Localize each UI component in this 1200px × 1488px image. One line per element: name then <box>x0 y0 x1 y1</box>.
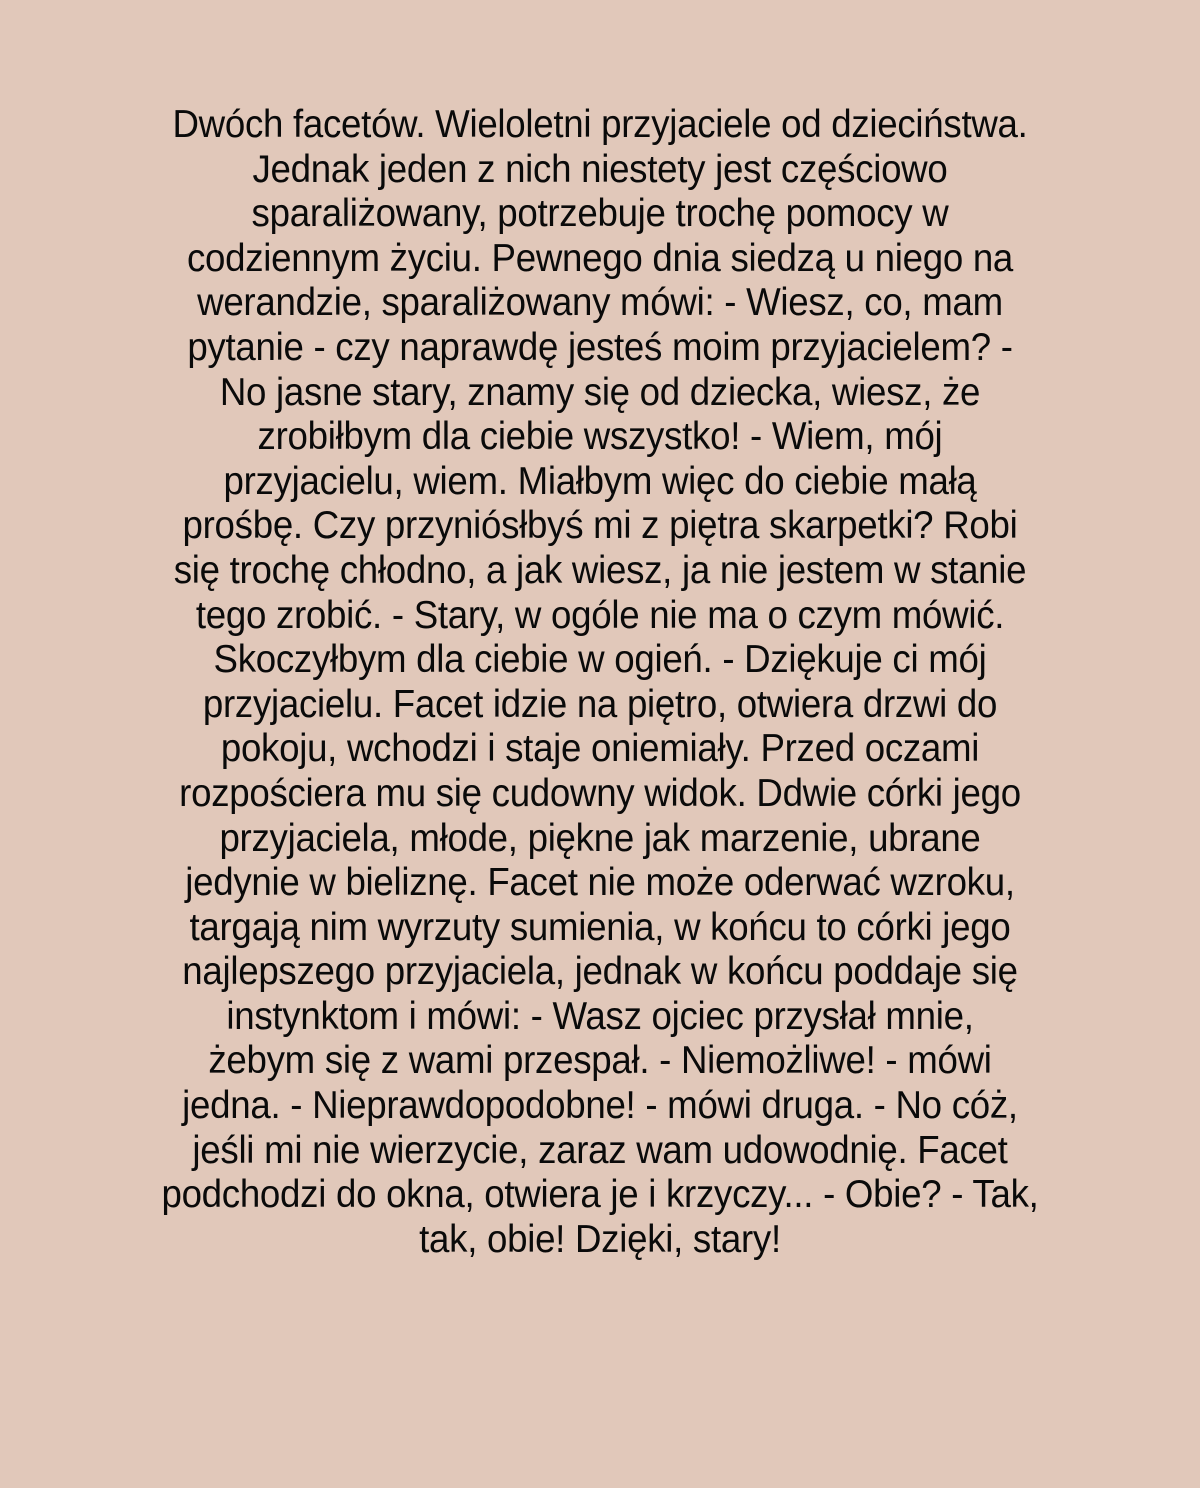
joke-line: jedna. - Nieprawdopodobne! - mówi druga. - No cóż, <box>182 1084 1018 1128</box>
joke-line: No jasne stary, znamy się od dziecka, wiesz, że <box>219 370 981 414</box>
joke-line: zrobiłbym dla ciebie wszystko! - Wiem, mój <box>257 415 943 459</box>
joke-text-block <box>0 103 1200 1262</box>
joke-line: targają nim wyrzuty sumienia, w końcu to córki jego <box>189 905 1011 949</box>
joke-line: najlepszego przyjaciela, jednak w końcu poddaje się <box>182 950 1018 994</box>
joke-line: jeśli mi nie wierzycie, zaraz wam udowodnię. Facet <box>192 1128 1008 1172</box>
joke-line: Jednak jeden z nich niestety jest częściowo <box>252 147 948 191</box>
joke-line: pytanie - czy naprawdę jesteś moim przyjacielem? - <box>187 325 1013 369</box>
joke-line: przyjaciela, młode, piękne jak marzenie, ubrane <box>219 816 981 860</box>
joke-line: się trochę chłodno, a jak wiesz, ja nie jestem w stanie <box>173 548 1027 592</box>
joke-line: tak, obie! Dzięki, stary! <box>419 1217 781 1261</box>
joke-line: Dwóch facetów. Wieloletni przyjaciele od dzieciństwa. <box>172 103 1028 146</box>
joke-line: werandzie, sparaliżowany mówi: - Wiesz, co, mam <box>197 281 1003 325</box>
joke-line: pokoju, wchodzi i staje oniemiały. Przed oczami <box>220 727 980 771</box>
joke-line: prośbę. Czy przyniósłbyś mi z piętra skarpetki? Robi <box>182 504 1018 548</box>
joke-line: przyjacielu, wiem. Miałbym więc do ciebie małą <box>223 459 977 503</box>
joke-line: codziennym życiu. Pewnego dnia siedzą u niego na <box>186 236 1014 280</box>
joke-line: sparaliżowany, potrzebuje trochę pomocy w <box>251 192 949 236</box>
joke-line: jedynie w bieliznę. Facet nie może oderwać wzroku, <box>185 861 1015 905</box>
joke-line: rozpościera mu się cudowny widok. Ddwie córki jego <box>179 771 1021 815</box>
joke-line: żebym się z wami przespał. - Niemożliwe! - mówi <box>208 1039 992 1083</box>
joke-line: tego zrobić. - Stary, w ogóle nie ma o czym mówić. <box>195 593 1005 637</box>
joke-line: przyjacielu. Facet idzie na piętro, otwiera drzwi do <box>202 682 998 726</box>
joke-line: podchodzi do okna, otwiera je i krzyczy... - Obie? - Tak, <box>161 1173 1039 1217</box>
joke-line: instynktom i mówi: - Wasz ojciec przysłał mnie, <box>226 994 974 1038</box>
joke-line: Skoczyłbym dla ciebie w ogień. - Dziękuje ci mój <box>213 638 987 682</box>
